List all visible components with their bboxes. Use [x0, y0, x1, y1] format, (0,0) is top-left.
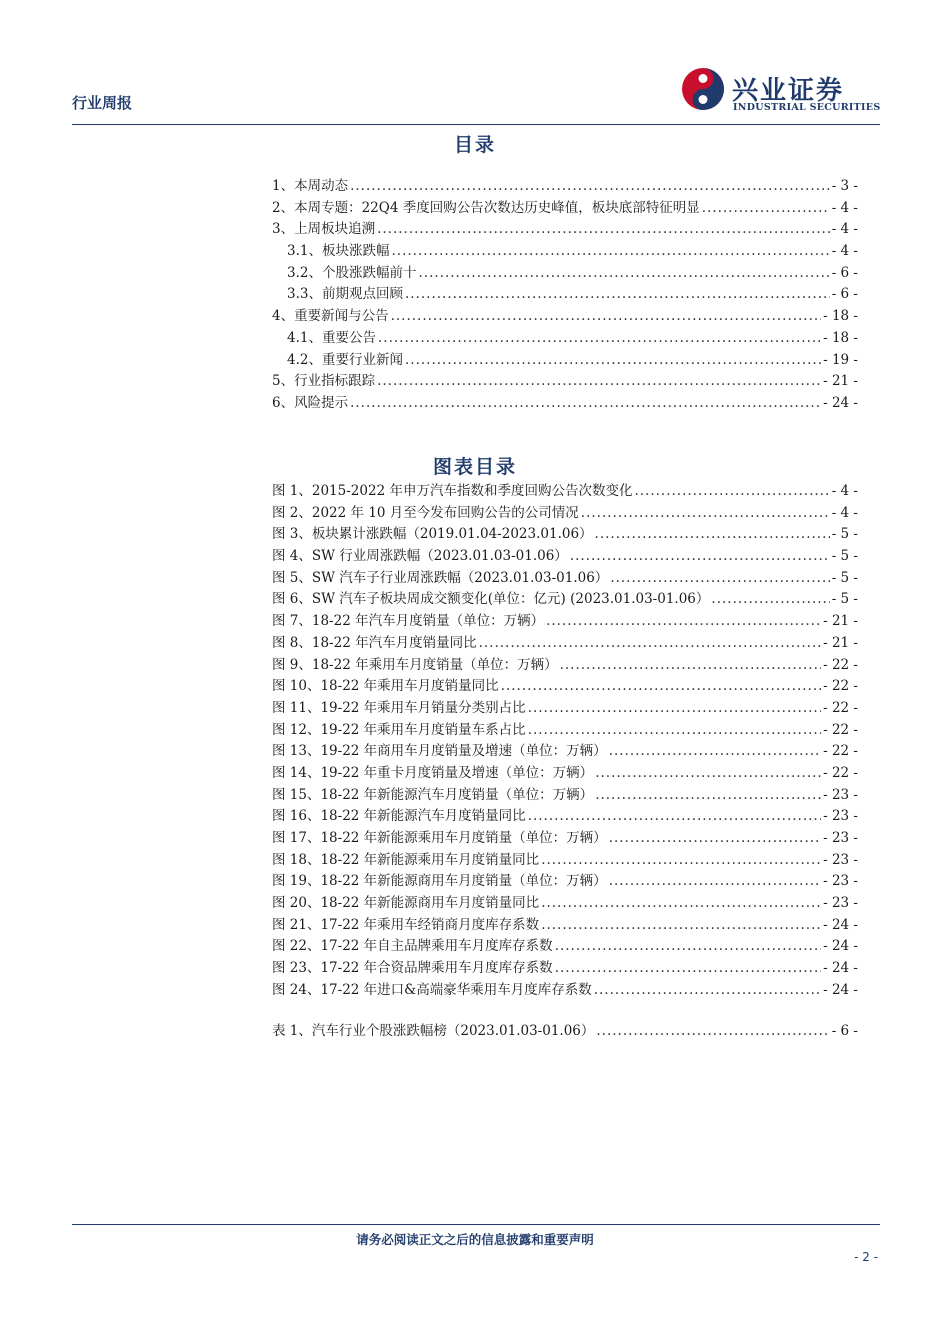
figure-entry-text: 图 16、18-22 年新能源汽车月度销量同比 [272, 808, 526, 825]
figure-list [272, 481, 858, 1002]
table-entry[interactable] [272, 1021, 858, 1043]
figure-entry[interactable] [272, 893, 858, 915]
dot-leader [378, 328, 821, 350]
dot-leader [570, 546, 830, 568]
figure-entry-text: 图 23、17-22 年合资品牌乘用车月度库存系数 [272, 960, 553, 977]
toc-entry[interactable] [272, 284, 858, 306]
figure-entry[interactable] [272, 524, 858, 546]
toc-entry[interactable] [272, 350, 858, 372]
dot-leader [609, 871, 821, 893]
dot-leader [541, 893, 821, 915]
figure-entry[interactable] [272, 980, 858, 1002]
company-logo [680, 66, 880, 116]
figure-entry-page: - 4 - [831, 504, 858, 521]
figure-entry[interactable] [272, 611, 858, 633]
logo-emblem-icon [680, 66, 726, 112]
toc-list [272, 176, 858, 415]
logo-name: 兴业证券 [732, 76, 845, 106]
dot-leader [609, 741, 821, 763]
figure-entry-page: - 23 - [823, 873, 858, 890]
toc-entry[interactable] [272, 263, 858, 285]
toc-entry-text: 4.1、重要公告 [287, 329, 376, 346]
dot-leader [377, 219, 830, 241]
figure-list-title: 图表目录 [432, 456, 517, 478]
toc-entry-page: - 24 - [823, 394, 858, 411]
figure-entry-text: 图 21、17-22 年乘用车经销商月度库存系数 [272, 916, 540, 933]
dot-leader [541, 850, 821, 872]
figure-entry-text: 图 10、18-22 年乘用车月度销量同比 [272, 678, 499, 695]
toc-entry-page: - 3 - [831, 178, 858, 194]
toc-entry-text: 1、本周动态 [272, 178, 349, 194]
toc-entry[interactable] [272, 198, 858, 220]
figure-entry-page: - 24 - [823, 916, 858, 933]
toc-entry[interactable] [272, 371, 858, 393]
figure-entry-page: - 23 - [823, 830, 858, 846]
figure-entry[interactable] [272, 546, 858, 568]
figure-entry-text: 图 13、19-22 年商用车月度销量及增速（单位：万辆） [272, 743, 607, 760]
figure-entry-page: - 5 - [831, 548, 858, 565]
figure-entry-page: - 22 - [823, 678, 858, 695]
table-entry-page: - 6 - [831, 1023, 858, 1039]
figure-entry[interactable] [272, 698, 858, 720]
figure-entry-page: - 23 - [823, 786, 858, 803]
dot-leader [501, 676, 821, 698]
dot-leader [594, 980, 821, 1002]
figure-entry-page: - 5 - [831, 526, 858, 543]
toc-entry-text: 3.1、板块涨跌幅 [287, 243, 390, 260]
dot-leader [528, 698, 821, 720]
figure-entry-page: - 22 - [823, 764, 858, 781]
figure-entry-text: 图 11、19-22 年乘用车月销量分类别占比 [272, 699, 526, 716]
figure-entry-text: 图 20、18-22 年新能源商用车月度销量同比 [272, 895, 540, 912]
figure-entry[interactable] [272, 828, 858, 850]
dot-leader [391, 306, 822, 328]
dot-leader [595, 524, 830, 546]
dot-leader [405, 350, 821, 372]
table-entry-text: 表 1、汽车行业个股涨跌幅榜（2023.01.03-01.06） [272, 1023, 595, 1039]
figure-entry-text: 图 7、18-22 年汽车月度销量（单位：万辆） [272, 613, 545, 630]
toc-entry-text: 2、本周专题：22Q4 季度回购公告次数达历史峰值，板块底部特征明显 [272, 199, 700, 216]
figure-entry-text: 图 6、SW 汽车子板块周成交额变化(单位：亿元) (2023.01.03-01.06） [272, 591, 710, 608]
figure-entry[interactable] [272, 850, 858, 872]
figure-entry-page: - 22 - [823, 721, 858, 738]
dot-leader [555, 958, 821, 980]
toc-entry-page: - 19 - [823, 351, 858, 368]
figure-entry-page: - 22 - [823, 656, 858, 673]
toc-entry-page: - 18 - [823, 308, 858, 325]
figure-entry-text: 图 5、SW 汽车子行业周涨跌幅（2023.01.03-01.06） [272, 569, 609, 586]
figure-entry-page: - 23 - [823, 808, 858, 825]
footer-divider [72, 1224, 880, 1225]
figure-entry-page: - 23 - [823, 851, 858, 868]
toc-entry-text: 4.2、重要行业新闻 [287, 351, 403, 368]
dot-leader [541, 915, 821, 937]
toc-title: 目录 [453, 134, 496, 156]
toc-entry-text: 6、风险提示 [272, 394, 349, 411]
toc-entry-page: - 4 - [831, 221, 858, 238]
dot-leader [528, 720, 821, 742]
figure-entry-text: 图 17、18-22 年新能源乘用车月度销量（单位：万辆） [272, 830, 607, 846]
dot-leader [610, 568, 829, 590]
figure-entry[interactable] [272, 503, 858, 525]
dot-leader [350, 393, 821, 415]
dot-leader [405, 284, 830, 306]
dot-leader [377, 371, 821, 393]
figure-entry[interactable] [272, 589, 858, 611]
dot-leader [595, 785, 821, 807]
figure-entry-text: 图 24、17-22 年进口&高端豪华乘用车月度库存系数 [272, 981, 592, 998]
toc-entry-text: 5、行业指标跟踪 [272, 373, 376, 390]
toc-entry[interactable] [272, 241, 858, 263]
toc-entry-page: - 6 - [831, 264, 858, 281]
figure-entry-page: - 24 - [823, 981, 858, 998]
figure-entry[interactable] [272, 568, 858, 590]
figure-entry[interactable] [272, 936, 858, 958]
dot-leader [555, 936, 821, 958]
figure-entry[interactable] [272, 763, 858, 785]
figure-entry[interactable] [272, 958, 858, 980]
figure-entry-text: 图 4、SW 行业周涨跌幅（2023.01.03-01.06） [272, 548, 568, 565]
figure-entry-page: - 23 - [823, 895, 858, 912]
figure-entry[interactable] [272, 655, 858, 677]
figure-entry[interactable] [272, 633, 858, 655]
toc-entry-text: 3、上周板块追溯 [272, 221, 376, 238]
figure-entry[interactable] [272, 785, 858, 807]
toc-entry-page: - 6 - [831, 286, 858, 303]
toc-entry-text: 3.3、前期观点回顾 [287, 286, 403, 303]
figure-entry[interactable] [272, 481, 858, 503]
figure-entry[interactable] [272, 915, 858, 937]
figure-entry-page: - 22 - [823, 743, 858, 760]
figure-entry-text: 图 1、2015-2022 年申万汽车指数和季度回购公告次数变化 [272, 483, 633, 499]
figure-entry-text: 图 18、18-22 年新能源乘用车月度销量同比 [272, 851, 540, 868]
toc-entry[interactable] [272, 176, 858, 198]
figure-entry-text: 图 14、19-22 年重卡月度销量及增速（单位：万辆） [272, 764, 594, 781]
toc-entry-page: - 18 - [823, 329, 858, 346]
figure-entry-text: 图 12、19-22 年乘用车月度销量车系占比 [272, 721, 526, 738]
figure-entry-text: 图 3、板块累计涨跌幅（2019.01.04-2023.01.06） [272, 526, 593, 543]
dot-leader [595, 763, 821, 785]
dot-leader [596, 1021, 829, 1043]
toc-entry[interactable] [272, 328, 858, 350]
figure-entry-text: 图 15、18-22 年新能源汽车月度销量（单位：万辆） [272, 786, 594, 803]
toc-entry[interactable] [272, 393, 858, 415]
figure-entry[interactable] [272, 871, 858, 893]
toc-entry-text: 4、重要新闻与公告 [272, 308, 389, 325]
disclaimer-note: 请务必阅读正文之后的信息披露和重要声明 [356, 1232, 594, 1247]
dot-leader [711, 589, 829, 611]
figure-entry-page: - 24 - [823, 960, 858, 977]
dot-leader [479, 633, 822, 655]
figure-entry[interactable] [272, 676, 858, 698]
dot-leader [560, 655, 822, 677]
toc-entry-text: 3.2、个股涨跌幅前十 [287, 264, 417, 281]
dot-leader [634, 481, 829, 503]
toc-entry[interactable] [272, 219, 858, 241]
dot-leader [391, 241, 829, 263]
figure-entry-text: 图 22、17-22 年自主品牌乘用车月度库存系数 [272, 938, 553, 955]
figure-entry-text: 图 2、2022 年 10 月至今发布回购公告的公司情况 [272, 504, 579, 521]
dot-leader [609, 828, 821, 850]
toc-entry[interactable] [272, 306, 858, 328]
table-list [272, 1021, 858, 1043]
dot-leader [528, 806, 821, 828]
figure-entry-page: - 24 - [823, 938, 858, 955]
figure-entry[interactable] [272, 720, 858, 742]
toc-entry-page: - 21 - [823, 373, 858, 390]
logo-subtitle: INDUSTRIAL SECURITIES [733, 102, 881, 113]
figure-entry[interactable] [272, 806, 858, 828]
dot-leader [546, 611, 821, 633]
dot-leader [418, 263, 829, 285]
figure-entry-page: - 4 - [831, 483, 858, 499]
figure-entry-page: - 5 - [831, 591, 858, 608]
page-number: - 2 - [854, 1250, 878, 1264]
figure-entry-text: 图 8、18-22 年汽车月度销量同比 [272, 634, 477, 651]
figure-entry-page: - 21 - [823, 634, 858, 651]
toc-entry-page: - 4 - [831, 243, 858, 260]
header-divider [72, 124, 880, 125]
report-type-label: 行业周报 [72, 94, 133, 112]
figure-entry-page: - 22 - [823, 699, 858, 716]
figure-entry[interactable] [272, 741, 858, 763]
figure-entry-text: 图 9、18-22 年乘用车月度销量（单位：万辆） [272, 656, 558, 673]
figure-entry-page: - 5 - [831, 569, 858, 586]
figure-entry-text: 图 19、18-22 年新能源商用车月度销量（单位：万辆） [272, 873, 607, 890]
dot-leader [350, 176, 830, 198]
figure-entry-page: - 21 - [823, 613, 858, 630]
toc-entry-page: - 4 - [831, 199, 858, 216]
dot-leader [702, 198, 830, 220]
dot-leader [581, 503, 830, 525]
